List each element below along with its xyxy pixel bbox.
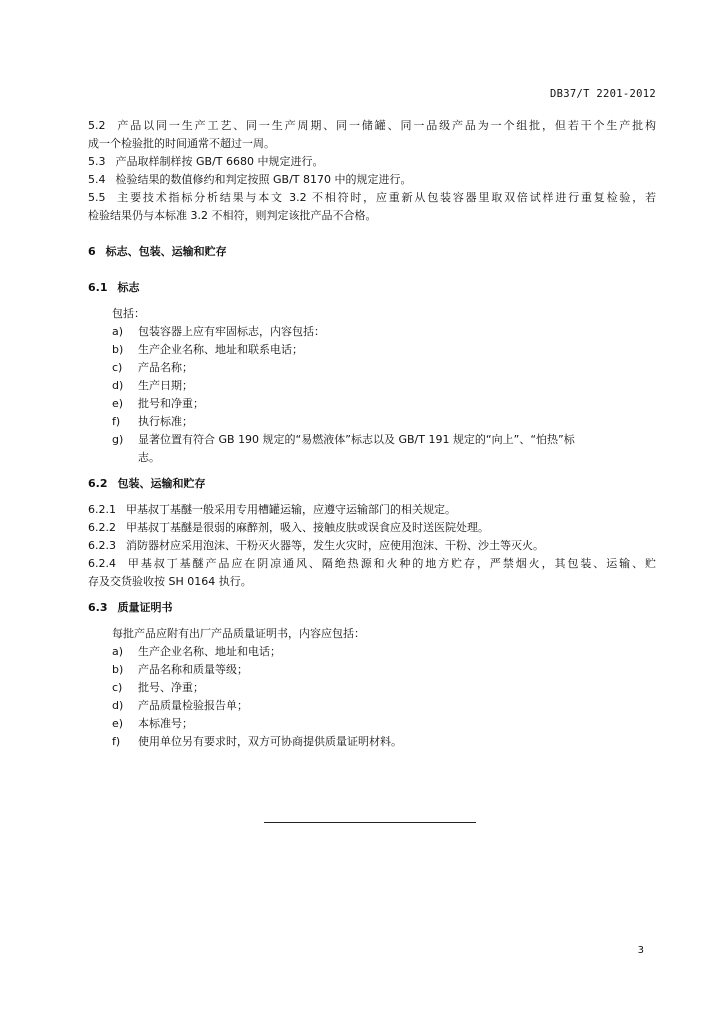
standard-code: DB37/T 2201-2012: [550, 88, 656, 100]
clause-6-2-4: [88, 555, 656, 591]
list-marker: c): [112, 361, 123, 374]
list-item-cont: 志。: [138, 451, 160, 464]
clause-6-2-3: [88, 537, 656, 555]
page-content: [88, 117, 656, 751]
list-text: 执行标准；: [138, 415, 193, 428]
clause-number: 6.2.1: [88, 503, 116, 516]
list-text: 产品名称；: [138, 361, 193, 374]
list-marker: e): [112, 397, 124, 410]
clause-text: 甲基叔丁基醚一般采用专用槽罐运输，应遵守运输部门的相关规定。: [126, 503, 456, 516]
section-number: 6: [88, 245, 96, 258]
clause-text-cont: 检验结果仍与本标准 3.2 不相符，则判定该批产品不合格。: [88, 209, 377, 222]
clause-text-cont: 成一个检验批的时间通常不超过一周。: [88, 137, 275, 150]
list-item: [88, 413, 656, 431]
clause-text: 消防器材应采用泡沫、干粉灭火器等，发生火灾时，应使用泡沫、干粉、沙土等灭火。: [126, 539, 544, 552]
clause-number: 5.5: [88, 191, 106, 204]
list-text: 生产日期；: [138, 379, 193, 392]
list-item: [88, 715, 656, 733]
list-marker: b): [112, 663, 124, 676]
clause-5-5: [88, 189, 656, 225]
section-title: 标志: [117, 281, 140, 294]
clause-text: 主要技术指标分析结果与本文 3.2 不相符时，应重新从包装容器里取双倍试样进行重复检验，若: [115, 191, 656, 204]
clause-6-2-1: [88, 501, 656, 519]
list-marker: a): [112, 645, 124, 658]
clause-5-4: [88, 171, 656, 189]
clause-number: 6.2.4: [88, 557, 116, 570]
list-marker: a): [112, 325, 124, 338]
list-item: [88, 377, 656, 395]
section-6-1-heading: [88, 279, 656, 297]
list-marker: d): [112, 699, 124, 712]
section-title: 包装、运输和贮存: [117, 477, 206, 490]
page-number: 3: [637, 945, 644, 956]
clause-number: 6.2.2: [88, 521, 116, 534]
section-number: 6.3: [88, 601, 108, 614]
section-title: 质量证明书: [117, 601, 173, 614]
clause-text: 产品取样制样按 GB/T 6680 中规定进行。: [115, 155, 324, 168]
list-text: 本标准号；: [138, 717, 193, 730]
list-item: [88, 359, 656, 377]
list-text: 生产企业名称、地址和电话；: [138, 645, 281, 658]
clause-number: 5.4: [88, 173, 106, 186]
list-text: 产品质量检验报告单；: [138, 699, 248, 712]
list-marker: g): [112, 433, 124, 446]
clause-text-cont: 存及交货验收按 SH 0164 执行。: [88, 575, 252, 588]
list-item: [88, 643, 656, 661]
list-item: [88, 323, 656, 341]
section-6-3-heading: [88, 599, 656, 617]
list-text: 使用单位另有要求时，双方可协商提供质量证明材料。: [138, 735, 402, 748]
clause-text: 产品以同一生产工艺、同一生产周期、同一储罐、同一品级产品为一个组批，但若干个生产批构: [115, 119, 656, 132]
clause-number: 5.3: [88, 155, 106, 168]
list-text: 产品名称和质量等级；: [138, 663, 248, 676]
list-text: 批号和净重；: [138, 397, 204, 410]
list-item: [88, 679, 656, 697]
clause-6-2-2: [88, 519, 656, 537]
section-title: 标志、包装、运输和贮存: [105, 245, 227, 258]
clause-5-3: [88, 153, 656, 171]
clause-5-2: [88, 117, 656, 153]
list-text: 显著位置有符合 GB 190 规定的“易燃液体”标志以及 GB/T 191 规定的“向上”、“怕热”标: [138, 433, 575, 446]
list-marker: d): [112, 379, 124, 392]
list-text: 生产企业名称、地址和联系电话；: [138, 343, 303, 356]
list-text: 包装容器上应有牢固标志，内容包括：: [138, 325, 325, 338]
list-item: [88, 733, 656, 751]
clause-text: 甲基叔丁基醚产品应在阴凉通风、隔绝热源和火种的地方贮存，严禁烟火，其包装、运输、贮: [126, 557, 656, 570]
end-rule: [264, 822, 476, 823]
section-number: 6.2: [88, 477, 108, 490]
list-item: [88, 341, 656, 359]
list-marker: f): [112, 735, 121, 748]
list-item: [88, 431, 656, 449]
section-number: 6.1: [88, 281, 108, 294]
list-marker: c): [112, 681, 123, 694]
list-marker: b): [112, 343, 124, 356]
list-text: 批号、净重；: [138, 681, 204, 694]
clause-number: 5.2: [88, 119, 106, 132]
list-item: [88, 661, 656, 679]
list-marker: f): [112, 415, 121, 428]
clause-text: 甲基叔丁基醚是很弱的麻醉剂，吸入、接触皮肤或误食应及时送医院处理。: [126, 521, 489, 534]
list-item: [88, 395, 656, 413]
list-marker: e): [112, 717, 124, 730]
intro-text: 包括：: [112, 307, 145, 320]
intro-text: 每批产品应附有出厂产品质量证明书，内容应包括：: [112, 627, 365, 640]
section-6-2-heading: [88, 475, 656, 493]
list-item: [88, 697, 656, 715]
clause-text: 检验结果的数值修约和判定按照 GB/T 8170 中的规定进行。: [115, 173, 412, 186]
section-6-heading: [88, 243, 656, 261]
clause-number: 6.2.3: [88, 539, 116, 552]
